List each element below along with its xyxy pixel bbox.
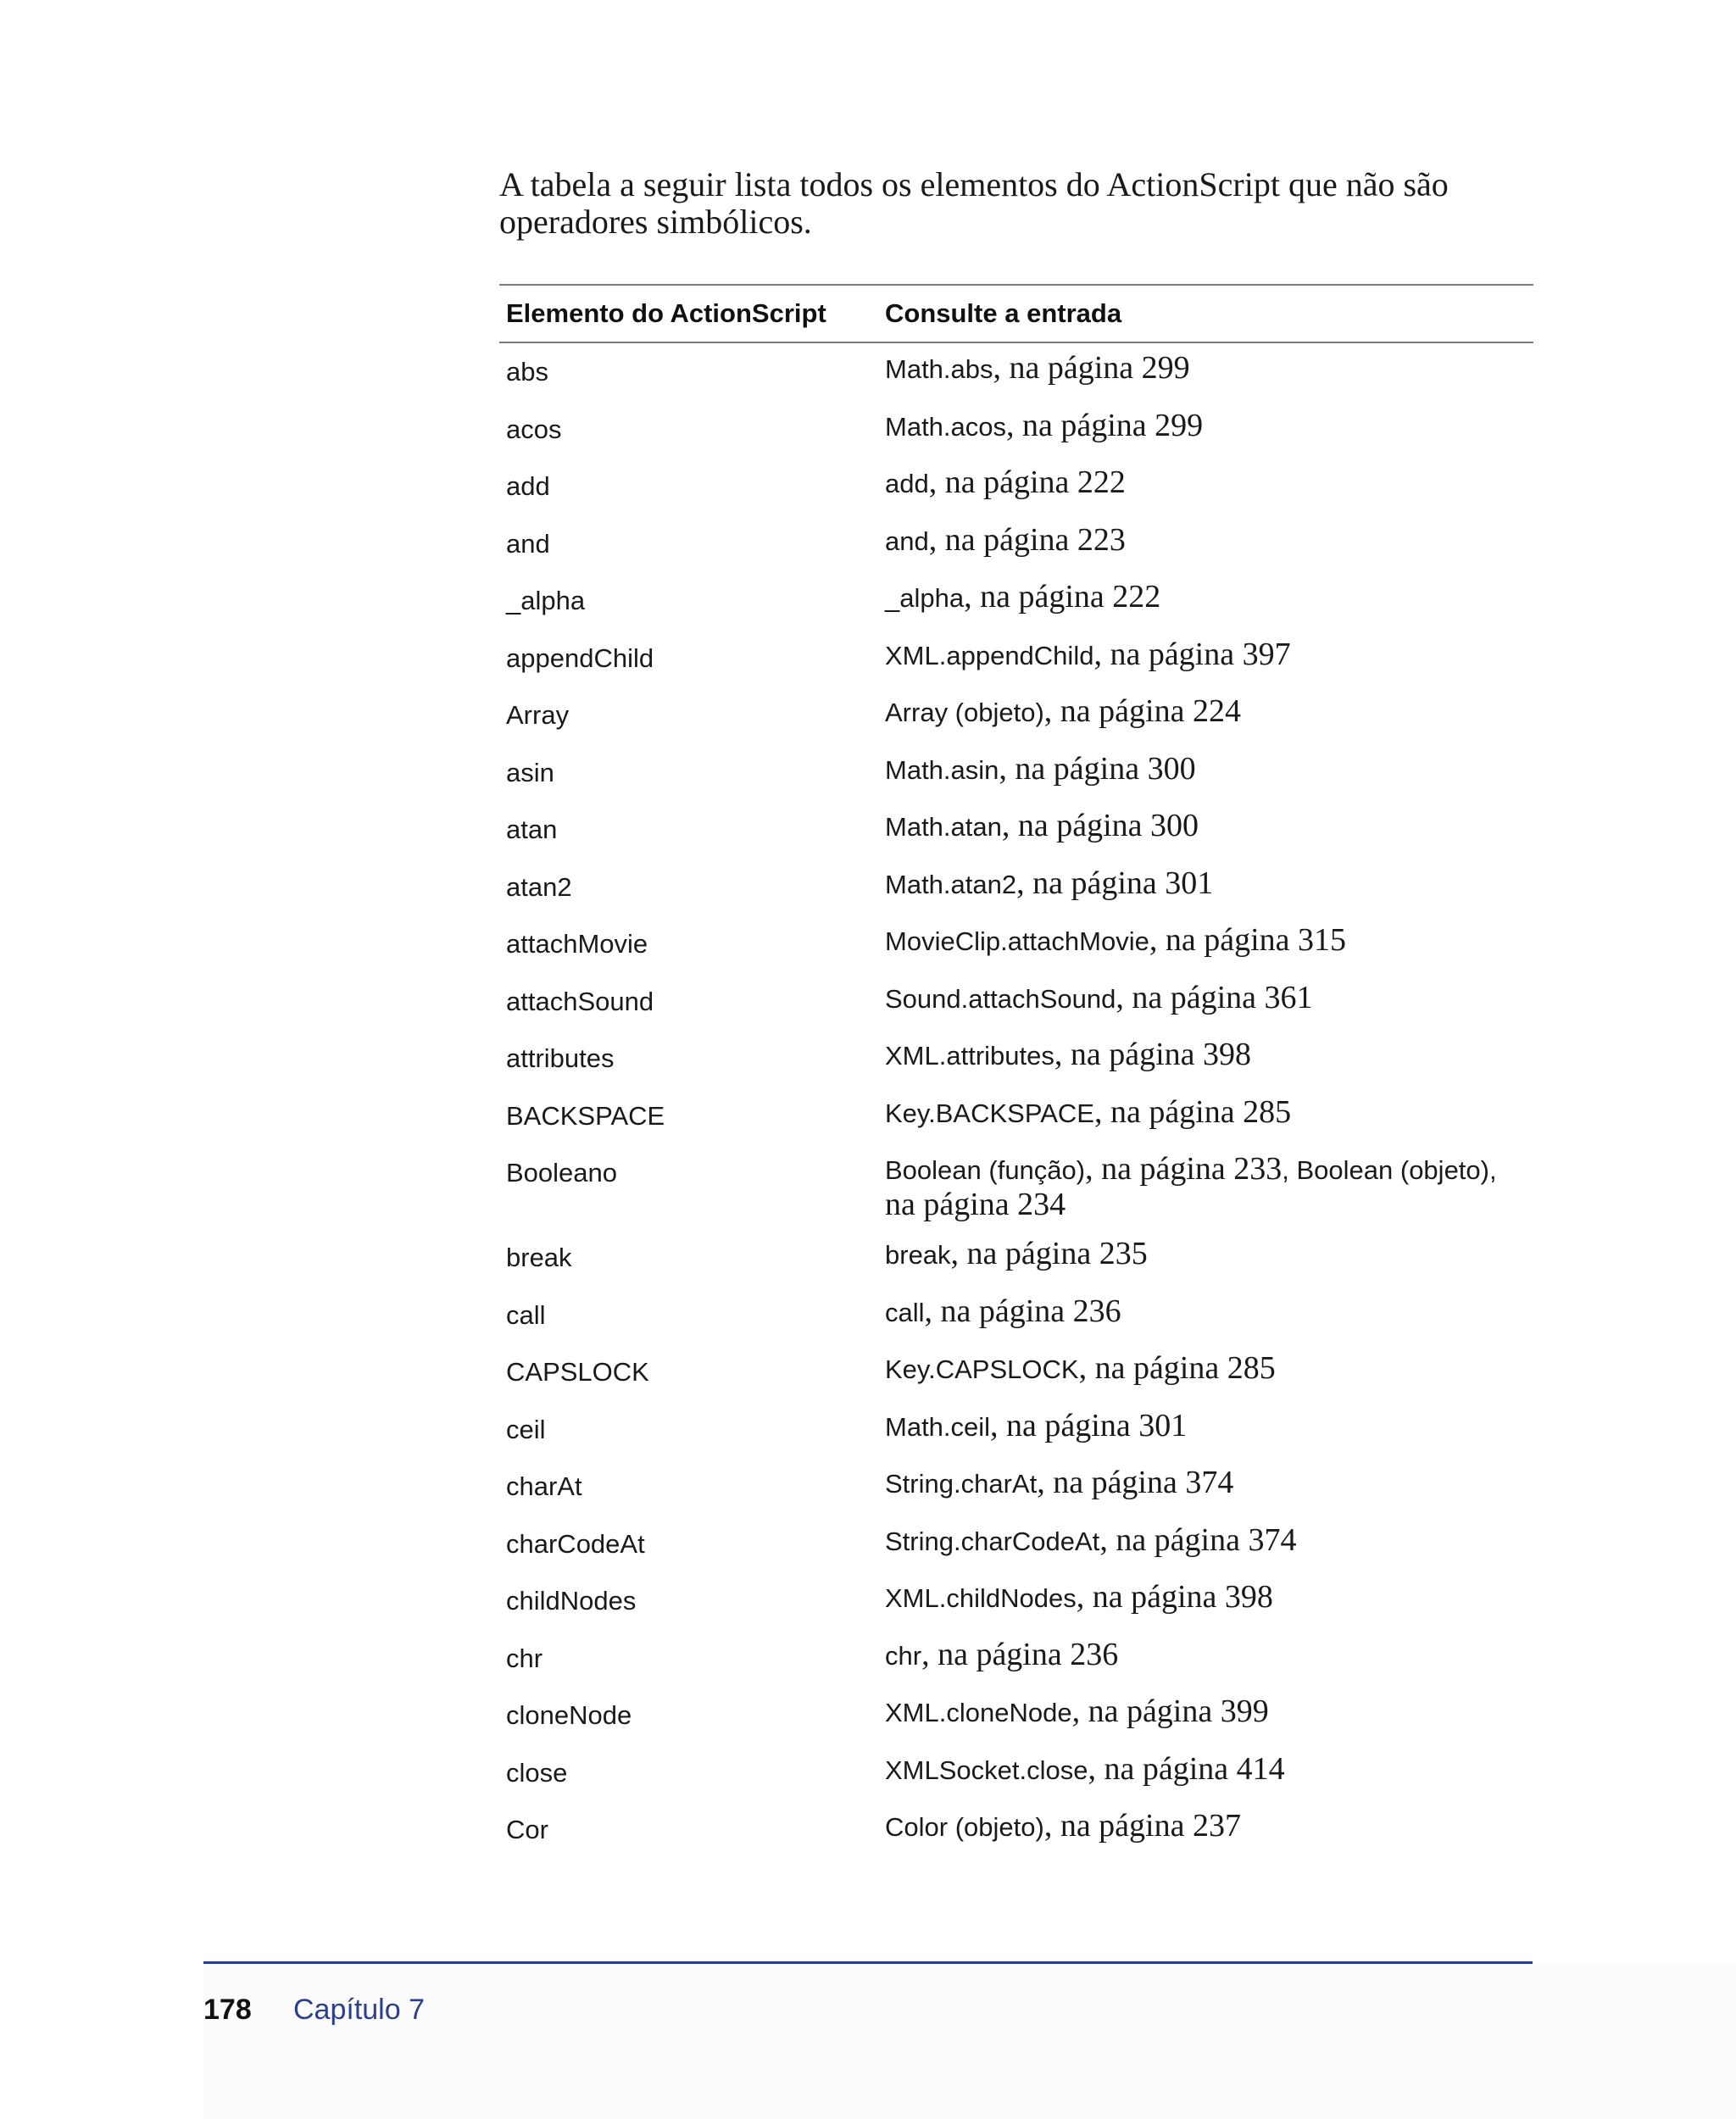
element-cell: abs — [506, 357, 548, 387]
element-cell: Cor — [506, 1815, 548, 1844]
reference-name: add — [885, 469, 929, 498]
element-cell: call — [506, 1299, 546, 1330]
element-cell: attachMovie — [506, 929, 648, 959]
page-reference: , na página 315 — [1149, 922, 1347, 958]
reference-name: XML.appendChild — [885, 640, 1094, 670]
page-reference: , na página 285 — [1078, 1350, 1276, 1386]
table-row — [499, 862, 1533, 920]
table-header-row — [499, 286, 1533, 342]
element-cell: charCodeAt — [506, 1528, 645, 1559]
reference-name-secondary: , Boolean (objeto), — [1282, 1155, 1497, 1185]
footer-background — [203, 1964, 1736, 2119]
reference-cell — [885, 1232, 1533, 1275]
reference-name: Math.acos — [885, 411, 1007, 442]
table-row — [499, 1232, 1533, 1290]
table-row — [499, 976, 1533, 1034]
element-cell: charAt — [506, 1471, 582, 1501]
reference-name: Math.atan2 — [885, 869, 1017, 899]
table-row — [499, 1748, 1533, 1805]
page-reference: , na página 236 — [924, 1293, 1121, 1329]
table-row — [499, 1033, 1533, 1091]
reference-name: break — [885, 1240, 951, 1270]
reference-cell — [885, 519, 1533, 561]
page-reference: , na página 398 — [1076, 1579, 1273, 1615]
table-row — [499, 1347, 1533, 1404]
reference-cell — [885, 576, 1533, 618]
table-row — [499, 1690, 1533, 1748]
page-reference: , na página 233 — [1085, 1151, 1283, 1187]
footer-rule — [203, 1961, 1533, 1964]
table-row — [499, 919, 1533, 976]
page-reference: , na página 361 — [1116, 979, 1313, 1015]
page-reference: , na página 374 — [1099, 1521, 1297, 1558]
chapter-label: Capítulo 7 — [293, 1994, 425, 2026]
element-cell: and — [506, 528, 550, 559]
reference-cell — [885, 862, 1533, 904]
element-cell: break — [506, 1243, 572, 1272]
element-cell: _alpha — [506, 586, 586, 615]
table-row — [499, 690, 1533, 748]
header-element: Elemento do ActionScript — [506, 298, 826, 328]
element-cell: Array — [506, 700, 570, 730]
reference-cell — [885, 1290, 1533, 1332]
header-reference: Consulte a entrada — [885, 298, 1122, 328]
reference-cell — [885, 1404, 1533, 1447]
page-reference: , na página 237 — [1043, 1808, 1241, 1844]
reference-cell — [885, 1091, 1533, 1133]
page-reference: , na página 222 — [928, 464, 1126, 500]
reference-cell — [885, 976, 1533, 1019]
page-reference: , na página 301 — [990, 1407, 1188, 1443]
page-reference: , na página 299 — [1006, 407, 1204, 443]
reference-cell — [885, 461, 1533, 503]
page-reference: , na página 299 — [993, 350, 1190, 386]
reference-cell — [885, 1576, 1533, 1618]
table-row — [499, 1404, 1533, 1462]
reference-cell — [885, 919, 1533, 961]
reference-cell — [885, 1690, 1533, 1732]
table-row — [499, 804, 1533, 862]
reference-name: Math.abs — [885, 354, 993, 384]
reference-name: chr — [885, 1640, 922, 1671]
reference-cell — [885, 347, 1533, 389]
element-cell: atan — [506, 815, 558, 844]
element-cell: childNodes — [506, 1586, 637, 1616]
page-reference: , na página 222 — [964, 579, 1161, 615]
reference-cell — [885, 748, 1533, 790]
reference-name: Key.CAPSLOCK — [885, 1354, 1079, 1384]
table-row — [499, 1148, 1533, 1232]
element-cell: close — [506, 1757, 568, 1788]
table-row — [499, 1519, 1533, 1577]
table-row — [499, 461, 1533, 519]
reference-name: XMLSocket.close — [885, 1755, 1088, 1785]
reference-table — [499, 284, 1533, 1862]
intro-paragraph: A tabela a seguir lista todos os elementos do ActionScript que não são operadores simbólicos. — [499, 165, 1449, 241]
reference-name: Sound.attachSound — [885, 983, 1116, 1014]
page-reference: , na página 301 — [1016, 865, 1214, 901]
reference-name: call — [885, 1297, 925, 1327]
element-cell: add — [506, 471, 550, 501]
reference-cell — [885, 1347, 1533, 1389]
element-cell: attachSound — [506, 986, 654, 1016]
page-reference: , na página 397 — [1093, 636, 1291, 672]
reference-name: _alpha — [885, 583, 965, 613]
element-cell: BACKSPACE — [506, 1100, 665, 1131]
reference-cell — [885, 404, 1533, 447]
page-reference: , na página 399 — [1071, 1694, 1269, 1729]
reference-name: and — [885, 526, 929, 556]
page-reference: , na página 374 — [1037, 1465, 1234, 1500]
page-number: 178 — [203, 1994, 252, 2026]
reference-name: Color (objeto) — [885, 1812, 1044, 1842]
page-reference: , na página 398 — [1054, 1037, 1252, 1072]
reference-cell — [885, 1033, 1533, 1076]
table-row — [499, 1091, 1533, 1148]
reference-cell — [885, 1633, 1533, 1676]
element-cell: ceil — [506, 1414, 546, 1444]
element-cell: appendChild — [506, 642, 654, 673]
table-row — [499, 1461, 1533, 1519]
table-row — [499, 576, 1533, 633]
reference-name: Math.ceil — [885, 1411, 991, 1442]
table-row — [499, 519, 1533, 576]
page-reference: , na página 223 — [928, 521, 1126, 558]
element-cell: attributes — [506, 1043, 615, 1073]
reference-cell — [885, 690, 1533, 732]
reference-cell — [885, 1805, 1533, 1847]
table-row — [499, 633, 1533, 691]
page-reference-secondary: na página 234 — [885, 1187, 1066, 1222]
table-row — [499, 1633, 1533, 1691]
reference-cell — [885, 1148, 1533, 1226]
reference-name: Key.BACKSPACE — [885, 1098, 1094, 1128]
reference-cell — [885, 1748, 1533, 1790]
table-row — [499, 748, 1533, 805]
element-cell: asin — [506, 757, 554, 787]
page-reference: , na página 300 — [1001, 808, 1199, 843]
reference-name: XML.attributes — [885, 1041, 1054, 1071]
element-cell: Booleano — [506, 1158, 618, 1187]
reference-name: MovieClip.attachMovie — [885, 926, 1149, 956]
reference-cell — [885, 804, 1533, 847]
reference-cell — [885, 633, 1533, 676]
element-cell: cloneNode — [506, 1700, 632, 1730]
reference-name: Math.atan — [885, 812, 1002, 842]
table-row — [499, 1805, 1533, 1862]
page-reference: , na página 285 — [1093, 1093, 1292, 1130]
table-row — [499, 347, 1533, 404]
reference-name: Math.asin — [885, 754, 999, 785]
element-cell: chr — [506, 1643, 543, 1673]
table-header-rule — [499, 342, 1533, 343]
reference-name: XML.childNodes — [885, 1583, 1077, 1613]
table-row — [499, 1290, 1533, 1348]
reference-name: String.charCodeAt — [885, 1526, 1100, 1556]
reference-cell — [885, 1461, 1533, 1504]
reference-name: XML.cloneNode — [885, 1698, 1072, 1727]
reference-name: Boolean (função) — [885, 1155, 1086, 1185]
page-reference: , na página 224 — [1043, 693, 1241, 729]
table-row — [499, 404, 1533, 462]
page-reference: , na página 414 — [1088, 1750, 1285, 1787]
reference-name: Array (objeto) — [885, 698, 1044, 727]
page-reference: , na página 235 — [950, 1236, 1148, 1271]
table-body — [499, 347, 1533, 1862]
page-reference: , na página 300 — [999, 750, 1196, 787]
element-cell: CAPSLOCK — [506, 1357, 649, 1387]
element-cell: acos — [506, 414, 562, 444]
element-cell: atan2 — [506, 871, 572, 902]
table-row — [499, 1576, 1533, 1633]
reference-name: String.charAt — [885, 1469, 1038, 1499]
reference-cell — [885, 1519, 1533, 1561]
page-reference: , na página 236 — [921, 1636, 1119, 1672]
